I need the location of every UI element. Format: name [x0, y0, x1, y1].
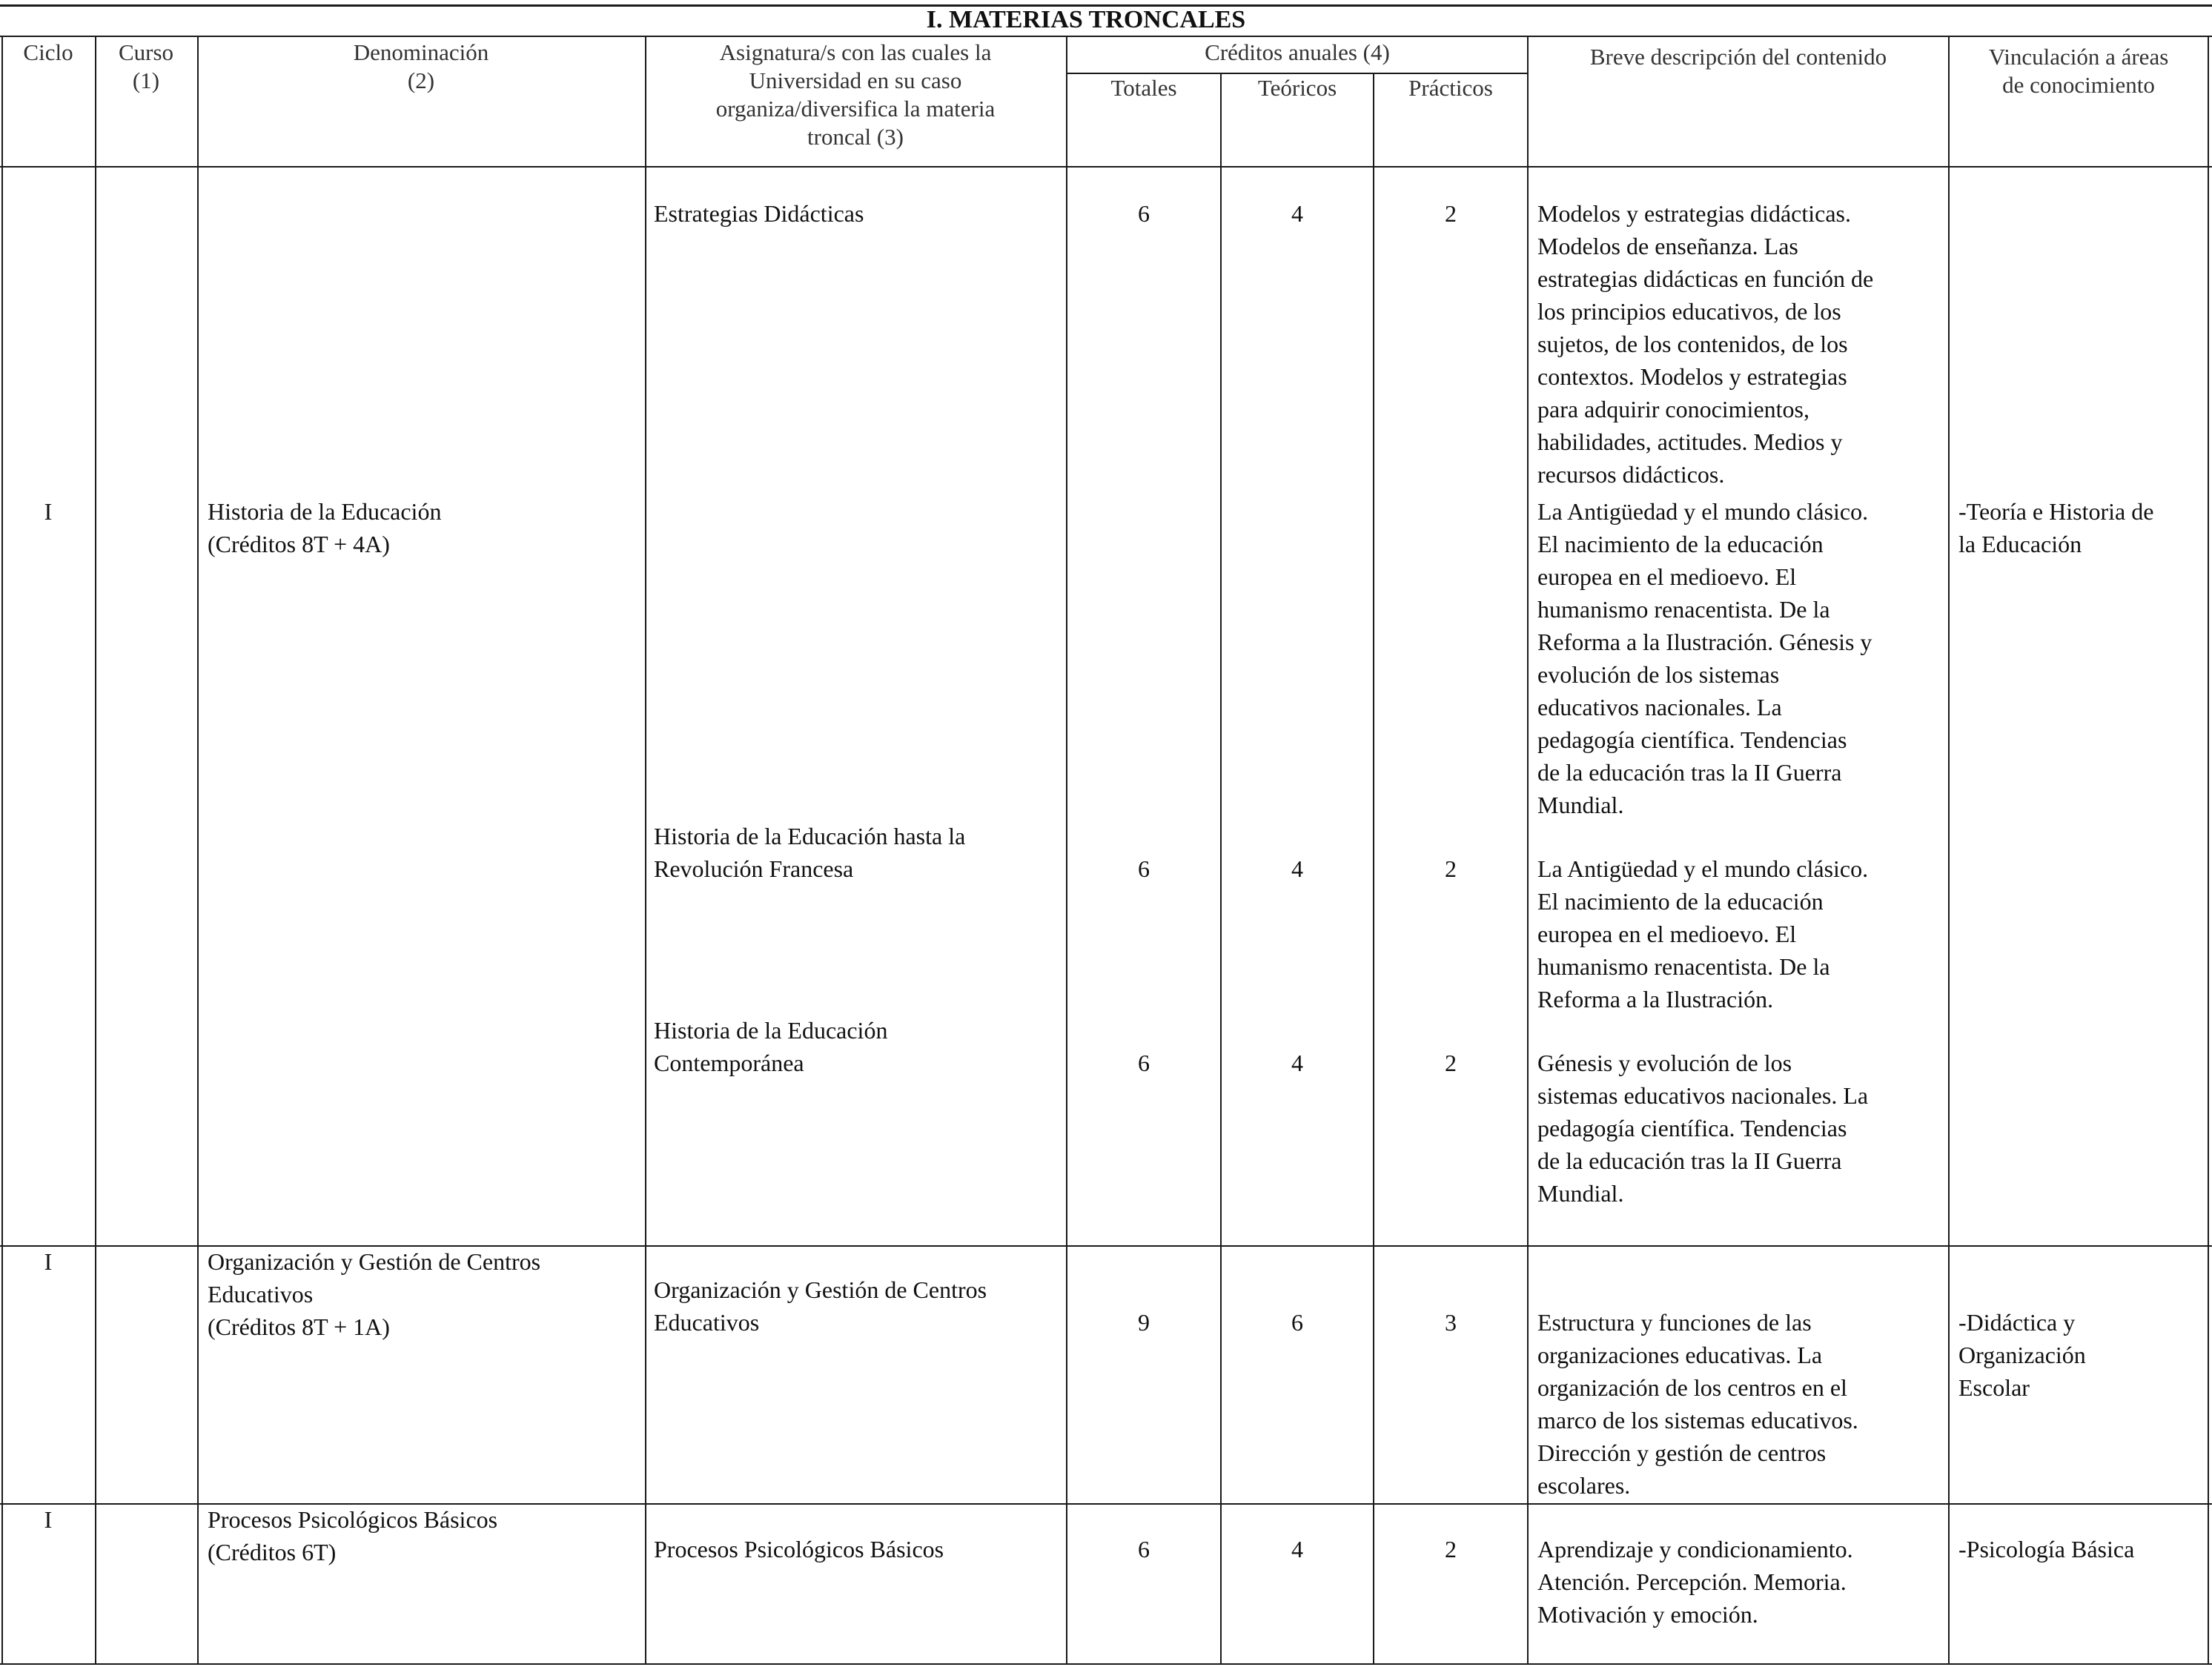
- col-left: [1, 36, 3, 1665]
- section1-vinculacion: -Teoría e Historia de la Educación: [1958, 498, 2154, 557]
- s1r3-asignatura: Historia de la Educación hasta la Revolución Francesa: [654, 823, 966, 882]
- s1r4-asignatura: Historia de la Educación Contemporánea: [654, 1017, 888, 1076]
- rule-bottom: [0, 1663, 2212, 1665]
- header-denominacion: Denominación (2): [353, 39, 489, 93]
- header-asignaturas: Asignatura/s con las cuales la Universidad en su caso organiza/diversifica la materia troncal (3): [715, 39, 996, 150]
- header-teoricos: Teóricos: [1257, 75, 1337, 101]
- s2r1-asignatura: Organización y Gestión de Centros Educativos: [654, 1276, 987, 1336]
- s3r1-descripcion: Aprendizaje y condicionamiento. Atención. Percepción. Memoria. Motivación y emoción.: [1537, 1536, 1853, 1628]
- rule-title-bottom: [0, 36, 2212, 37]
- col-ciclo-curso: [95, 36, 96, 1665]
- rule-header-bottom: [0, 166, 2212, 168]
- section2-ciclo: I: [44, 1248, 53, 1275]
- s1r4-descripcion: Génesis y evolución de los sistemas educativos nacionales. La pedagogía científica. Tendencias de la educación tras la II Guerra Mundial.: [1537, 1050, 1869, 1207]
- s1r4-totales: 6: [1138, 1050, 1150, 1076]
- s1r1-descripcion: Modelos y estrategias didácticas. Modelos de enseñanza. Las estrategias didácticas en función de los principios educativos, de los sujetos, de los contenidos, de los contextos. Modelos y estrategias para adquirir conocimientos, habilidades, actitudes. Medios y recursos didácticos.: [1537, 200, 1874, 488]
- col-curso-denominacion: [197, 36, 199, 1665]
- col-descripcion-vinculacion: [1948, 36, 1950, 1665]
- col-asignatura-totales: [1066, 36, 1067, 1665]
- s3r1-practicos: 2: [1445, 1536, 1457, 1562]
- s1r1-practicos: 2: [1445, 200, 1457, 227]
- s1r4-teoricos: 4: [1291, 1050, 1303, 1076]
- header-curso: Curso (1): [118, 39, 174, 93]
- header-creditos: Créditos anuales (4): [1205, 39, 1390, 65]
- s3r1-totales: 6: [1138, 1536, 1150, 1562]
- s1r3-practicos: 2: [1445, 855, 1457, 882]
- section3-vinculacion: -Psicología Básica: [1958, 1536, 2135, 1562]
- header-vinculacion: Vinculación a áreas de conocimiento: [1988, 44, 2169, 98]
- section3-ciclo: I: [44, 1506, 53, 1533]
- s1r1-totales: 6: [1138, 200, 1150, 227]
- section2-vinculacion: -Didáctica y Organización Escolar: [1958, 1309, 2086, 1401]
- s2r1-descripcion: Estructura y funciones de las organizaciones educativas. La organización de los centros en el marco de los sistemas educativos. Dirección y gestión de centros escolares.: [1537, 1309, 1858, 1499]
- s3r1-asignatura: Procesos Psicológicos Básicos: [654, 1536, 944, 1562]
- s2r1-totales: 9: [1138, 1309, 1150, 1336]
- s1r3-descripcion: La Antigüedad y el mundo clásico. El nacimiento de la educación europea en el medioevo. El humanismo renacentista. De la Reforma a la Ilustración.: [1537, 855, 1869, 1013]
- s2r1-teoricos: 6: [1291, 1309, 1303, 1336]
- header-practicos: Prácticos: [1408, 75, 1493, 101]
- s1r1-asignatura: Estrategias Didácticas: [654, 200, 864, 227]
- table-title: I. MATERIAS TRONCALES: [926, 6, 1246, 33]
- col-practicos-descripcion: [1527, 36, 1529, 1665]
- s1r1-teoricos: 4: [1291, 200, 1303, 227]
- s1r4-practicos: 2: [1445, 1050, 1457, 1076]
- s3r1-teoricos: 4: [1291, 1536, 1303, 1562]
- col-denominacion-asignatura: [645, 36, 646, 1665]
- col-right: [2208, 36, 2209, 1665]
- s1r3-totales: 6: [1138, 855, 1150, 882]
- section3-denominacion: Procesos Psicológicos Básicos (Créditos 6T): [208, 1506, 498, 1565]
- header-descripcion: Breve descripción del contenido: [1589, 44, 1887, 70]
- s1r3-teoricos: 4: [1291, 855, 1303, 882]
- header-totales: Totales: [1110, 75, 1177, 101]
- section1-ciclo: I: [44, 498, 53, 525]
- section2-denominacion: Organización y Gestión de Centros Educativos (Créditos 8T + 1A): [208, 1248, 541, 1340]
- s1r2-descripcion: La Antigüedad y el mundo clásico. El nacimiento de la educación europea en el medioevo. El humanismo renacentista. De la Reforma a la Ilustración. Génesis y evolución de los sistemas educativos nacionales. La pedagogía científica. Tendencias de la educación tras la II Guerra Mundial.: [1537, 498, 1872, 818]
- s2r1-practicos: 3: [1445, 1309, 1457, 1336]
- header-ciclo: Ciclo: [23, 39, 73, 65]
- section1-denominacion: Historia de la Educación (Créditos 8T + 4A): [208, 498, 442, 557]
